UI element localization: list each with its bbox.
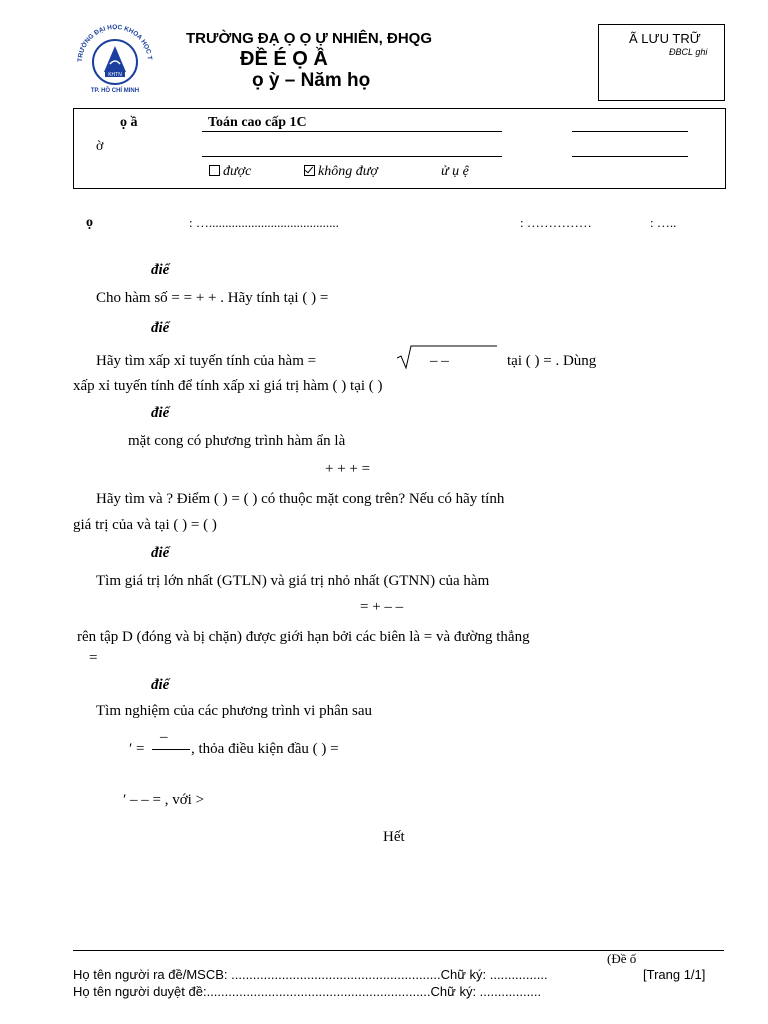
course-label: ọ ầ bbox=[120, 115, 138, 130]
q4-equation: = + – – bbox=[360, 599, 404, 615]
q5-points: điể bbox=[151, 677, 170, 693]
fraction-bar bbox=[152, 749, 190, 750]
q4-points: điể bbox=[151, 545, 170, 561]
q3-equation: + + + = bbox=[325, 461, 371, 477]
q5-ode1-condition: , thỏa điều kiện đầu ( ) = bbox=[191, 741, 339, 757]
page-number: [Trang 1/1] bbox=[643, 967, 706, 982]
q2-text-1: Hãy tìm xấp xỉ tuyến tính của hàm = bbox=[96, 353, 317, 369]
option-not-allowed[interactable]: không đượ bbox=[304, 164, 378, 180]
option-allowed[interactable]: được bbox=[209, 164, 251, 180]
date-underline bbox=[572, 156, 688, 157]
svg-text:KHTN: KHTN bbox=[108, 72, 122, 78]
q1-text: Cho hàm số = = + + . Hãy tính tại ( ) = bbox=[96, 290, 329, 306]
university-name: TRƯỜNG ĐẠ Ọ Ọ Ự NHIÊN, ĐHQG bbox=[186, 30, 433, 47]
q2-points: điể bbox=[151, 320, 170, 336]
archive-label: Ã LƯU TRỮ bbox=[629, 31, 701, 46]
reviewer-line: Họ tên người duyệt đề:..............................................................Chữ ký: ................. bbox=[73, 984, 542, 999]
checkbox-checked-icon[interactable] bbox=[304, 165, 315, 176]
q3-text-2: Hãy tìm và ? Điểm ( ) = ( ) có thuộc mặt cong trên? Nếu có hãy tính bbox=[96, 491, 505, 507]
course-name: Toán cao cấp 1C bbox=[208, 115, 307, 130]
q2-radicand: – – bbox=[430, 353, 449, 369]
svg-text:TRƯỜNG ĐẠI HỌC KHOA HỌC TỰ NHI: TRƯỜNG ĐẠI HỌC KHOA HỌC T bbox=[76, 23, 153, 63]
q1-points: điể bbox=[151, 262, 170, 278]
q4-text-1: Tìm giá trị lớn nhất (GTLN) và giá trị nhỏ nhất (GTNN) của hàm bbox=[96, 573, 490, 589]
q5-ode1-lhs: ′ = bbox=[129, 741, 145, 757]
course-underline bbox=[202, 131, 502, 132]
footer-note: (Đề ố bbox=[607, 951, 637, 966]
checkbox-unchecked-icon[interactable] bbox=[209, 165, 220, 176]
q5-ode1-numerator: – bbox=[160, 729, 168, 745]
student-extra-dots: : ….. bbox=[650, 215, 677, 230]
option-tail: ử ụ ệ bbox=[441, 164, 469, 179]
footer-divider bbox=[73, 950, 724, 951]
course-info-box bbox=[73, 108, 726, 189]
q3-points: điể bbox=[151, 405, 170, 421]
logo-emblem-icon bbox=[72, 22, 158, 96]
q5-ode2: ′ – – = , với > bbox=[123, 792, 205, 808]
writer-line: Họ tên người ra đề/MSCB: ..........................................................Chữ ký: ................ bbox=[73, 967, 548, 982]
student-name-dots: : …........................................ bbox=[189, 215, 339, 230]
student-label: ọ bbox=[86, 215, 93, 230]
archive-box bbox=[598, 24, 725, 101]
q3-text-3: giá trị của và tại ( ) = ( ) bbox=[73, 517, 217, 533]
student-id-dots: : …………… bbox=[520, 215, 592, 230]
exam-title: ĐỀ É Ọ Ầ bbox=[240, 48, 328, 70]
svg-text:TP. HỒ CHÍ MINH: TP. HỒ CHÍ MINH bbox=[90, 88, 140, 94]
semester-title: ọ ỳ – Năm họ bbox=[252, 70, 371, 91]
end-text: Hết bbox=[383, 829, 405, 845]
q2-text-3: xấp xỉ tuyến tính để tính xấp xỉ giá trị hàm ( ) tại ( ) bbox=[73, 378, 383, 394]
q2-text-2: tại ( ) = . Dùng bbox=[507, 353, 597, 369]
code-underline bbox=[572, 131, 688, 132]
time-underline bbox=[202, 156, 502, 157]
archive-note: ĐBCL ghi bbox=[669, 47, 708, 57]
q5-text-1: Tìm nghiệm của các phương trình vi phân sau bbox=[96, 703, 372, 719]
q3-text-1: mặt cong có phương trình hàm ẩn là bbox=[128, 433, 346, 449]
q4-text-3: = bbox=[89, 650, 98, 666]
q4-text-2: rên tập D (đóng và bị chặn) được giới hạn bởi các biên là = và đường thẳng bbox=[77, 629, 530, 645]
time-label: ờ bbox=[96, 139, 104, 154]
university-logo bbox=[72, 22, 158, 96]
